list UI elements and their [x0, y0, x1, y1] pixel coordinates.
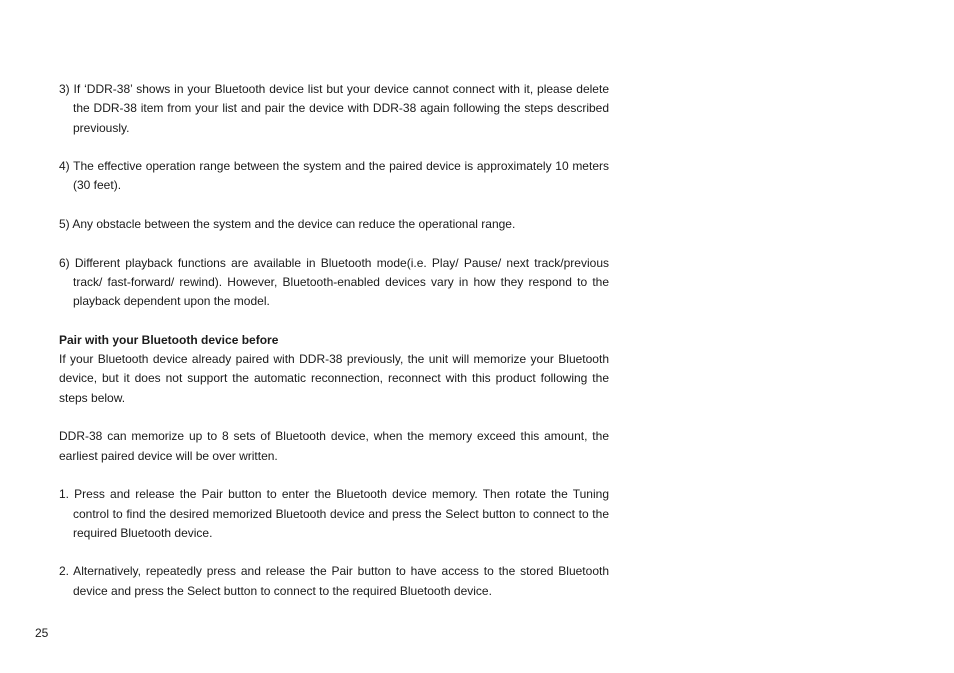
section-heading: Pair with your Bluetooth device before — [59, 332, 279, 347]
step-item-2: 2. Alternatively, repeatedly press and release the Pair button to have access to the stored Bluetooth device and press the Select button to connect to the required Bluetooth device. — [59, 564, 609, 598]
note-item-4: 4) The effective operation range between the system and the paired device is approximately 10 meters (30 feet). — [59, 159, 609, 193]
note-item-6: 6) Different playback functions are available in Bluetooth mode(i.e. Play/ Pause/ next track/previous track/ fast-forward/ rewind). However, Bluetooth-enabled devices vary in how they respond to the playback dependent upon the model. — [59, 255, 609, 309]
page-content — [59, 80, 609, 620]
page-number: 25 — [35, 626, 49, 640]
note-item-5: 5) Any obstacle between the system and the device can reduce the operational range. — [59, 217, 516, 232]
step-item-1: 1. Press and release the Pair button to enter the Bluetooth device memory. Then rotate the Tuning control to find the desired memorized Bluetooth device and press the Select button to connect to the required Bluetooth device. — [59, 487, 609, 540]
note-item-3: 3) If ‘DDR-38’ shows in your Bluetooth device list but your device cannot connect with it, please delete the DDR-38 item from your list and pair the device with DDR-38 again following the steps described previously. — [59, 82, 609, 135]
paragraph-paired-device: If your Bluetooth device already paired with DDR-38 previously, the unit will memorize your Bluetooth device, but it does not support the automatic reconnection, reconnect with this product following the steps below. — [59, 352, 609, 405]
paragraph-memory-limit: DDR-38 can memorize up to 8 sets of Bluetooth device, when the memory exceed this amount, the earliest paired device will be over written. — [59, 429, 609, 463]
